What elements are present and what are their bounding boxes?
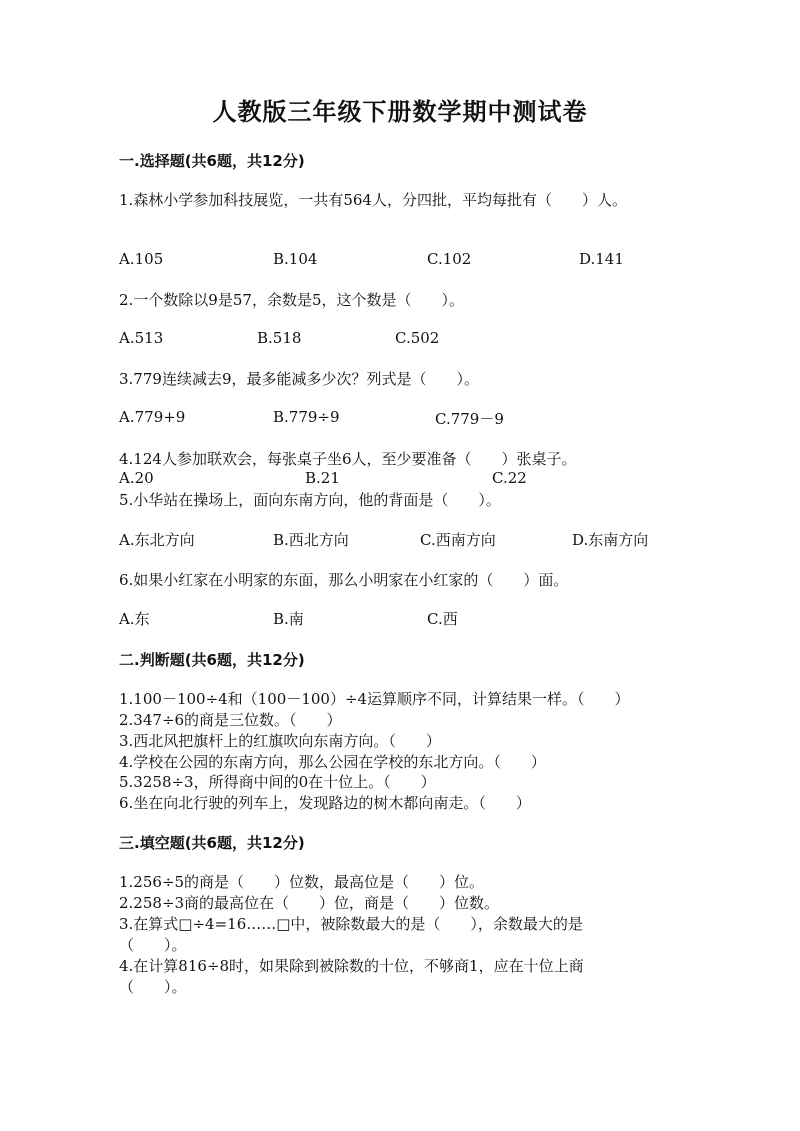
fill-item: 3.在算式□÷4=16……□中，被除数最大的是（ ），余数最大的是 xyxy=(119,915,583,933)
fill-item-continued: （ ）。 xyxy=(119,936,187,954)
option-b: B.21 xyxy=(305,469,340,487)
option-d: D.东南方向 xyxy=(572,531,649,549)
question-text: 1.森林小学参加科技展览，一共有564人，分四批，平均每批有（ ）人。 xyxy=(119,191,627,209)
fill-item: 4.在计算816÷8时，如果除到被除数的十位，不够商1，应在十位上商 xyxy=(119,957,584,975)
option-c: C.502 xyxy=(395,329,440,347)
option-c: C.102 xyxy=(427,250,472,268)
option-c: C.西 xyxy=(427,610,458,628)
option-d: D.141 xyxy=(579,250,624,268)
option-a: A.20 xyxy=(119,469,154,487)
option-b: B.104 xyxy=(273,250,318,268)
judge-item: 5.3258÷3，所得商中间的0在十位上。（ ） xyxy=(119,773,436,791)
option-a: A.105 xyxy=(119,250,164,268)
option-c: C.779－9 xyxy=(435,410,504,428)
option-a: A.513 xyxy=(119,329,164,347)
judge-item: 1.100－100÷4和（100－100）÷4运算顺序不同，计算结果一样。（ ） xyxy=(119,690,630,708)
question-text: 6.如果小红家在小明家的东面，那么小明家在小红家的（ ）面。 xyxy=(119,571,569,589)
question-text: 3.779连续减去9，最多能减多少次？列式是（ ）。 xyxy=(119,370,479,388)
section-heading-choice: 一.选择题(共6题，共12分) xyxy=(119,152,305,170)
option-b: B.518 xyxy=(257,329,302,347)
section-heading-judge: 二.判断题(共6题，共12分) xyxy=(119,651,305,669)
judge-item: 2.347÷6的商是三位数。（ ） xyxy=(119,711,342,729)
option-a: A.779+9 xyxy=(119,408,186,426)
judge-item: 3.西北风把旗杆上的红旗吹向东南方向。（ ） xyxy=(119,732,441,750)
fill-item-continued: （ ）。 xyxy=(119,978,187,996)
option-c: C.西南方向 xyxy=(420,531,496,549)
question-text: 5.小华站在操场上，面向东南方向，他的背面是（ ）。 xyxy=(119,491,501,509)
option-c: C.22 xyxy=(492,469,527,487)
page-title: 人教版三年级下册数学期中测试卷 xyxy=(212,97,588,126)
option-b: B.779÷9 xyxy=(273,408,340,426)
option-a: A.东北方向 xyxy=(119,531,195,549)
judge-item: 6.坐在向北行驶的列车上，发现路边的树木都向南走。（ ） xyxy=(119,794,531,812)
option-b: B.南 xyxy=(273,610,304,628)
option-b: B.西北方向 xyxy=(273,531,349,549)
fill-item: 1.256÷5的商是（ ）位数，最高位是（ ）位。 xyxy=(119,873,485,891)
section-heading-fill: 三.填空题(共6题，共12分) xyxy=(119,834,305,852)
fill-item: 2.258÷3商的最高位在（ ）位，商是（ ）位数。 xyxy=(119,894,500,912)
question-text: 2.一个数除以9是57，余数是5，这个数是（ ）。 xyxy=(119,291,464,309)
judge-item: 4.学校在公园的东南方向，那么公园在学校的东北方向。（ ） xyxy=(119,753,546,771)
option-a: A.东 xyxy=(119,610,150,628)
question-text: 4.124人参加联欢会，每张桌子坐6人，至少要准备（ ）张桌子。 xyxy=(119,450,577,468)
